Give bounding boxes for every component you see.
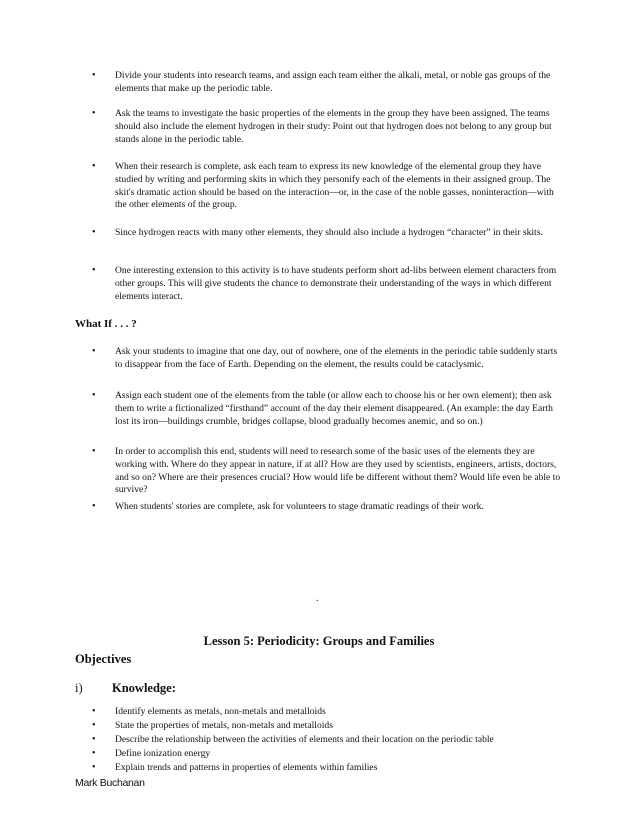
divider-mark: .: [316, 593, 319, 604]
bullet-icon: •: [92, 346, 96, 357]
bullet-icon: •: [92, 706, 96, 717]
bullet-icon: •: [92, 265, 96, 276]
list-item-text: Divide your students into research teams, and assign each team either the alkali, metal, or noble gas groups of the elements that make up the periodic table.: [115, 70, 551, 94]
list-item-text: When their research is complete, ask each team to express its new knowledge of the elemental group they have studied by writing and performing skits in which they personify each of the elements in their assigned group. The skit's dramatic action should be based on the interaction—or, in the case of the noble gasses, noninteraction—with the other elements of the group.: [115, 161, 554, 211]
list-item: [92, 346, 563, 372]
list-item: [92, 720, 563, 733]
list-item: [92, 70, 563, 96]
bullet-icon: •: [92, 227, 96, 238]
subsection-number: i): [75, 681, 83, 695]
list-item-text: State the properties of metals, non-metals and metalloids: [115, 720, 333, 731]
list-item-text: One interesting extension to this activity is to have students perform short ad-libs between element characters from other groups. This will give students the chance to demonstrate their understanding of the ways in which different elements interact.: [115, 265, 557, 302]
list-item-text: Describe the relationship between the activities of elements and their location on the periodic table: [115, 734, 494, 745]
what-if-heading: What If . . . ?: [75, 318, 137, 330]
list-item-text: When students' stories are complete, ask for volunteers to stage dramatic readings of their work.: [115, 501, 484, 512]
list-item-text: Define ionization energy: [115, 748, 211, 759]
bullet-icon: •: [92, 446, 96, 457]
list-item: [92, 265, 563, 303]
list-item: [92, 227, 563, 240]
list-item: [92, 501, 563, 514]
list-item: [92, 446, 563, 497]
list-item-text: Identify elements as metals, non-metals and metalloids: [115, 706, 326, 717]
bullet-icon: •: [92, 70, 96, 81]
bullet-icon: •: [92, 108, 96, 119]
list-item-text: Since hydrogen reacts with many other elements, they should also include a hydrogen “character” in their skits.: [115, 227, 543, 238]
list-item: [92, 748, 563, 761]
list-item: [92, 762, 563, 775]
footer-author: Mark Buchanan: [75, 777, 145, 789]
list-item-text: Assign each student one of the elements from the table (or allow each to choose his or her own element); then ask them to write a fictionalized “firsthand” account of the day their element disappeared. (An example: the day Earth lost its iron—buildings crumble, bridges collapse, blood gradually becomes anemic, and so on.): [115, 390, 553, 427]
list-item: [92, 108, 563, 146]
bullet-icon: •: [92, 720, 96, 731]
bullet-icon: •: [92, 501, 96, 512]
list-item: [92, 734, 563, 747]
list-item-text: Explain trends and patterns in properties of elements within families: [115, 762, 378, 773]
list-item: [92, 706, 563, 719]
bullet-icon: •: [92, 762, 96, 773]
list-item-text: In order to accomplish this end, students will need to research some of the basic uses of the elements they are working with. Where do they appear in nature, if at all? How are they used by scientists, engineers, artists, doctors, and so on? Where are their presences crucial? How would life be different without them? Would life even be able to survive?: [115, 446, 561, 496]
bullet-icon: •: [92, 734, 96, 745]
subsection-title: Knowledge:: [112, 681, 176, 695]
objectives-heading: Objectives: [75, 652, 132, 666]
list-item-text: Ask your students to imagine that one day, out of nowhere, one of the elements in the periodic table suddenly starts to disappear from the face of Earth. Depending on the element, the results could be cataclysmic.: [115, 346, 558, 370]
list-item-text: Ask the teams to investigate the basic properties of the elements in the group they have been assigned. The teams should also include the element hydrogen in their study: Point out that hydrogen does not belong to any group but stands alone in the periodic table.: [115, 108, 552, 145]
bullet-icon: •: [92, 748, 96, 759]
list-item: [92, 161, 563, 212]
lesson-title: Lesson 5: Periodicity: Groups and Families: [203, 634, 435, 648]
list-item: [92, 390, 563, 428]
bullet-icon: •: [92, 161, 96, 172]
bullet-icon: •: [92, 390, 96, 401]
